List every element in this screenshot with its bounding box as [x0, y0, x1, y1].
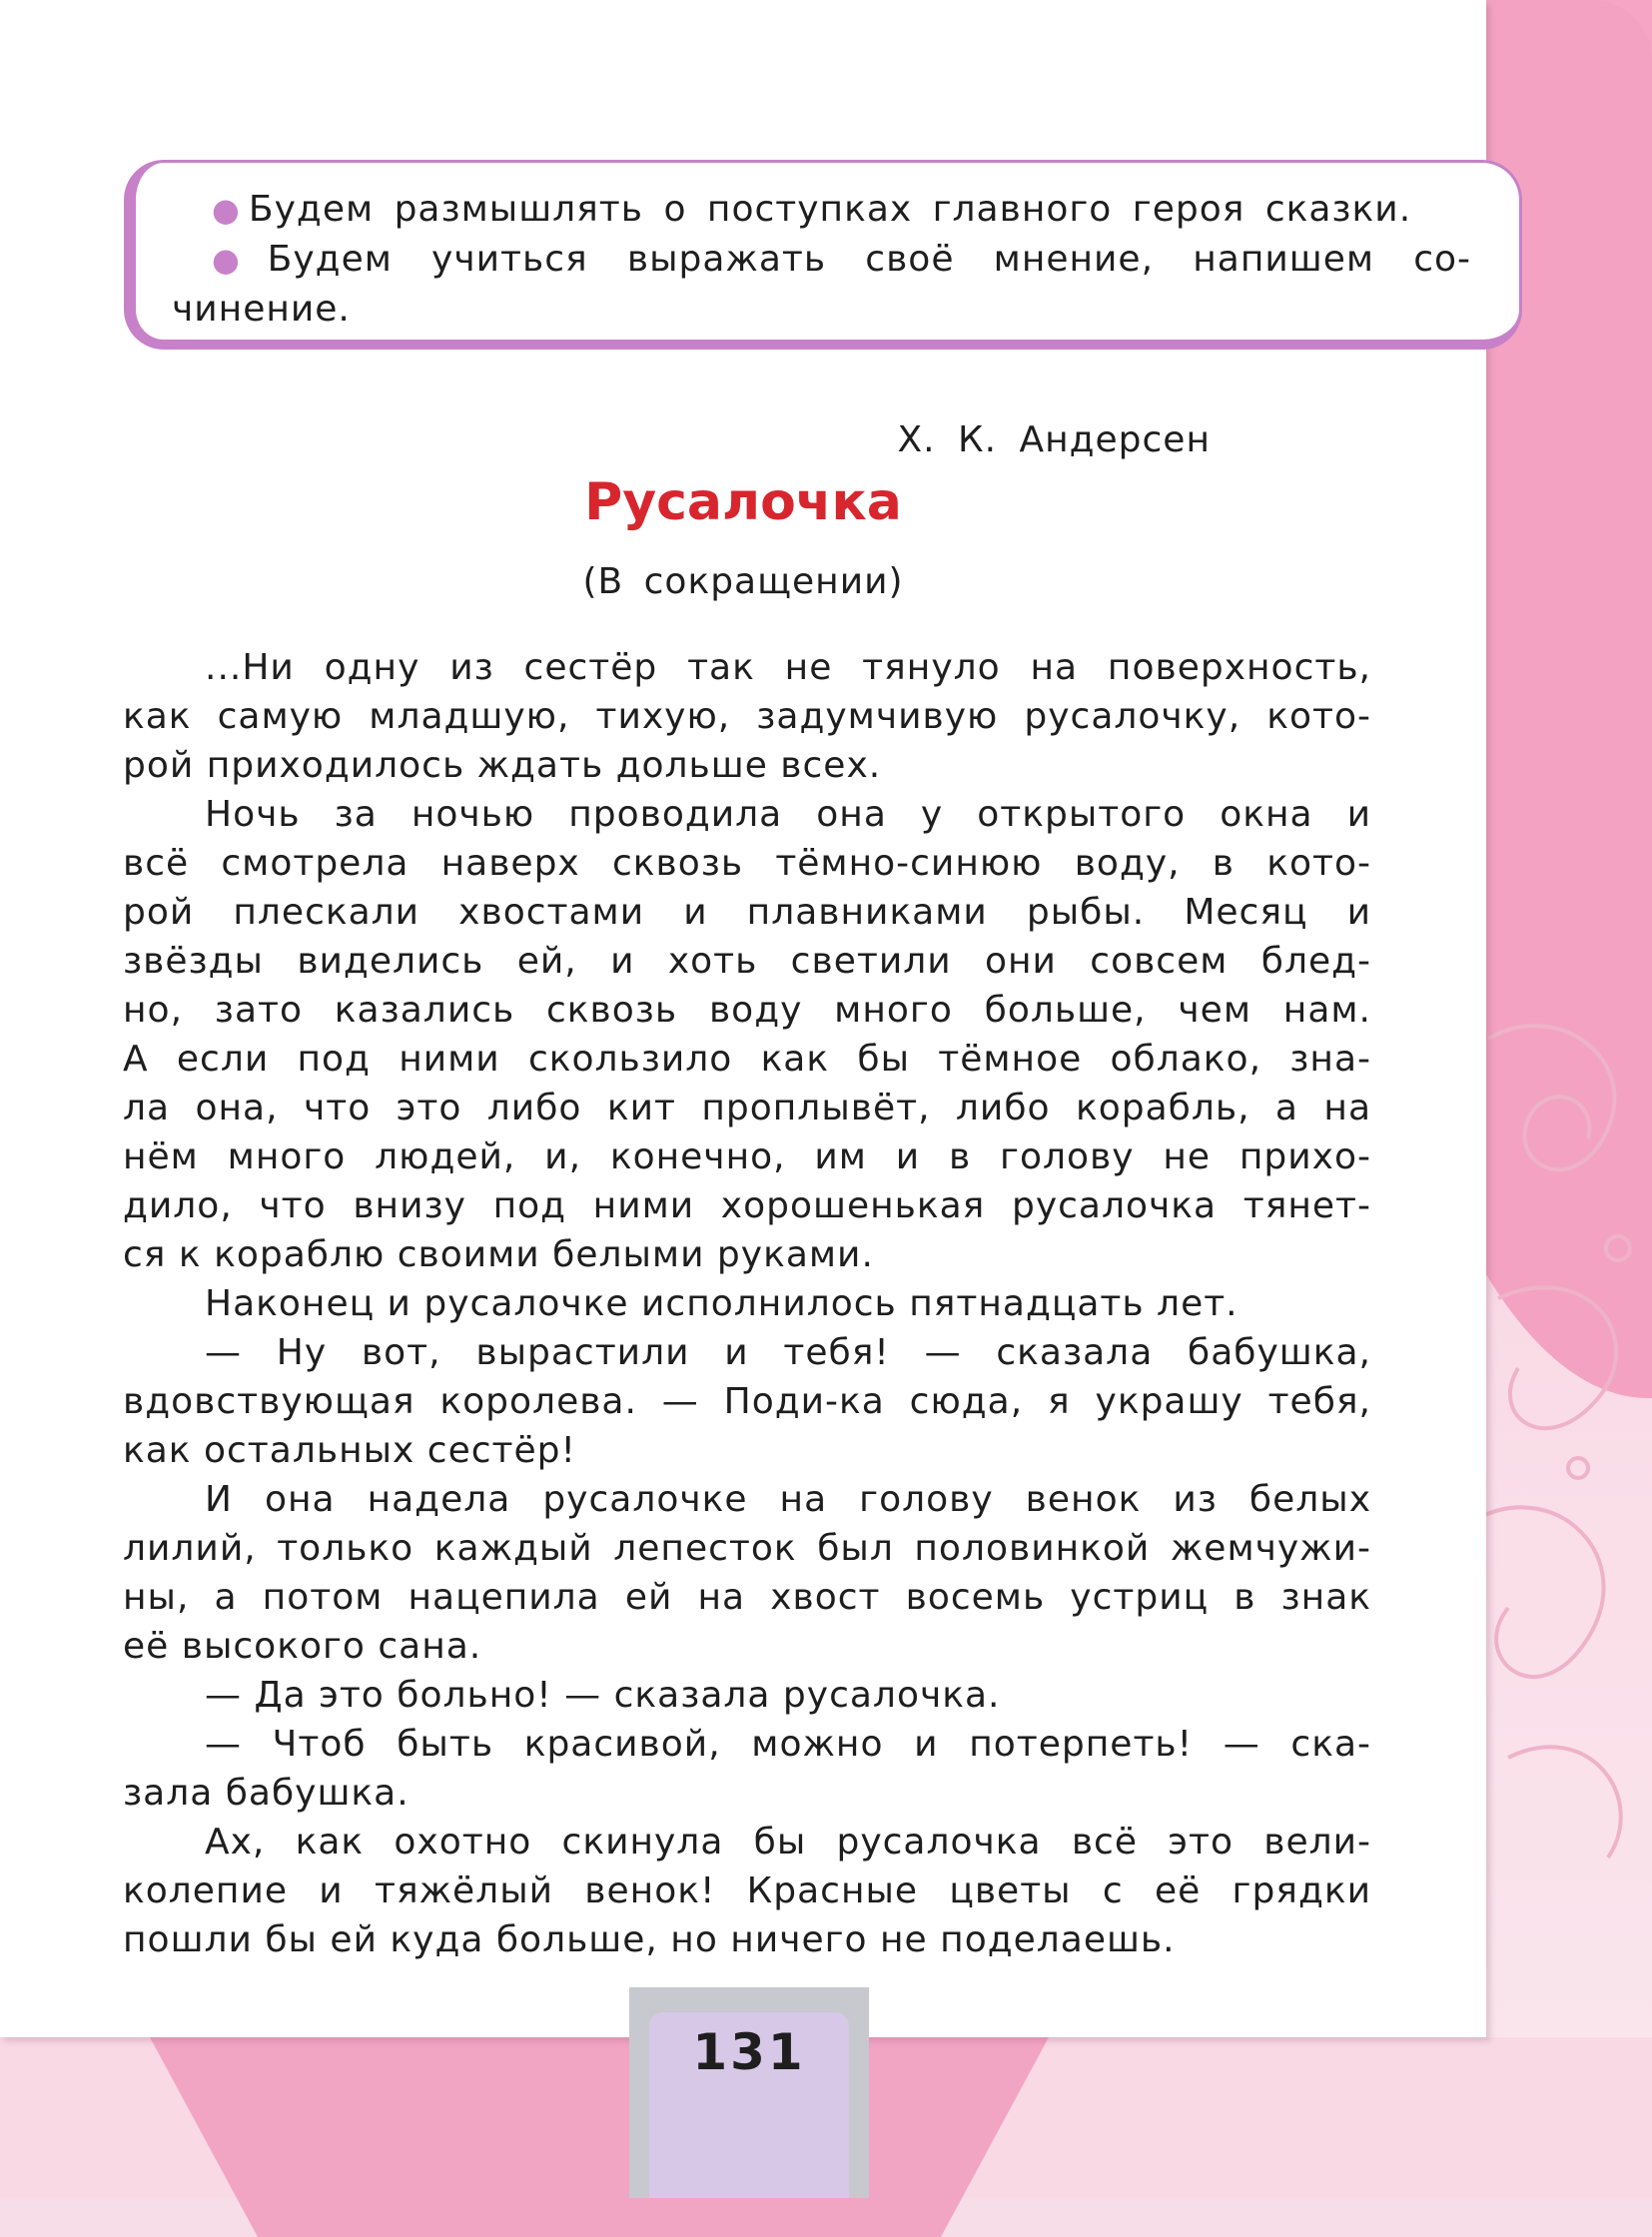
text-line: как самую младшую, тихую, задумчивую русалочку, кото-	[123, 696, 1371, 737]
text-line: рой плескали хвостами и плавниками рыбы. Месяц и	[123, 892, 1371, 933]
text-line: зала бабушка.	[123, 1773, 410, 1814]
text-line: но, зато казались сквозь воду много больше, чем нам.	[123, 990, 1371, 1031]
text-line: ла она, что это либо кит проплывёт, либо корабль, а на	[123, 1088, 1371, 1128]
text-line: нём много людей, и, конечно, им и в голову не прихо-	[123, 1136, 1371, 1177]
bullet-icon: ●	[212, 241, 260, 279]
text-line: лилий, только каждый лепесток был половинкой жемчужи-	[123, 1528, 1371, 1569]
text-line: А если под ними скользило как бы тёмное облако, зна-	[123, 1039, 1371, 1080]
text-line: дило, что внизу под ними хорошенькая русалочка тянет-	[123, 1185, 1371, 1226]
text-line: рой приходилось ждать дольше всех.	[123, 745, 882, 786]
text-line: — Да это больно! — сказала русалочка.	[205, 1675, 1001, 1716]
text-line: Ночь за ночью проводила она у открытого окна и	[205, 794, 1371, 835]
page-number: 131	[649, 2012, 849, 2198]
author-name: Х. К. Андерсен	[897, 419, 1211, 460]
floral-ornament	[1468, 999, 1652, 1897]
text-line: вдовствующая королева. — Поди-ка сюда, я украшу тебя,	[123, 1381, 1371, 1422]
background-bottom-shape	[150, 2037, 1049, 2237]
text-line: — Чтоб быть красивой, можно и потерпеть! — ска-	[205, 1724, 1371, 1765]
story-subtitle: (В сокращении)	[582, 561, 904, 602]
bullet-icon: ●	[212, 191, 241, 229]
text-line: Наконец и русалочке исполнилось пятнадцать лет.	[205, 1283, 1239, 1324]
goal-item: ● Будем размышлять о поступках главного героя сказки.	[212, 189, 1412, 230]
story-text	[123, 643, 1371, 1964]
text-line: Ах, как охотно скинула бы русалочка всё это вели-	[205, 1822, 1371, 1863]
goal-item: ● Будем учиться выражать своё мнение, напишем со-	[212, 239, 1471, 280]
text-line: ...Ни одну из сестёр так не тянуло на поверхность,	[205, 647, 1371, 688]
text-line: всё смотрела наверх сквозь тёмно-синюю воду, в кото-	[123, 843, 1371, 884]
text-line: И она надела русалочке на голову венок из белых	[205, 1479, 1371, 1520]
story-title: Русалочка	[584, 472, 902, 532]
text-line: ны, а потом нацепила ей на хвост восемь устриц в знак	[123, 1577, 1371, 1618]
text-line: — Ну вот, вырастили и тебя! — сказала бабушка,	[205, 1332, 1371, 1373]
goal-item-continuation: чинение.	[172, 289, 351, 330]
text-line: звёзды виделись ей, и хоть светили они совсем блед-	[123, 941, 1371, 982]
text-line: колепие и тяжёлый венок! Красные цветы с её грядки	[123, 1870, 1371, 1911]
text-line: ся к кораблю своими белыми руками.	[123, 1234, 874, 1275]
text-line: пошли бы ей куда больше, но ничего не поделаешь.	[123, 1919, 1176, 1960]
text-line: как остальных сестёр!	[123, 1430, 576, 1471]
text-line: её высокого сана.	[123, 1626, 482, 1667]
lesson-goals-box	[124, 160, 1522, 350]
